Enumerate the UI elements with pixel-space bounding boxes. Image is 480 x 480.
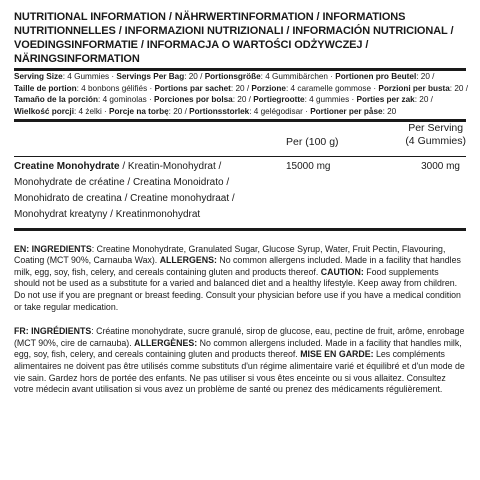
text-label-bold: EN: INGREDIENTS [14,243,92,254]
nutrient-divider [14,228,466,231]
text-label-bold: ALLERGÈNES: [134,337,198,348]
text-label-bold: FR: INGRÉDIENTS [14,326,92,337]
text-run: : 4 gummies · [304,95,357,105]
text-run: No common allergens included. Made in a facility that handles milk, egg, soy, fish, celery, and cereals containing gluten and products thereof. [14,337,462,360]
text-label-bold: Servings Per Bag [116,72,185,81]
serving-line [14,94,466,106]
text-label-bold: Wielkość porcji [14,106,74,116]
per-100g-header: Per (100 g) [286,136,339,149]
text-run: : 20 / [232,95,254,105]
text-label-bold: Taille de portion [14,83,77,93]
serving-line [14,71,466,83]
nutrient-per-serving: 3000 mg [421,161,460,173]
nutrient-name-primary: Creatine Monohydrate [14,161,120,173]
text-label-bold: Porciones por bolsa [154,95,233,105]
text-label-bold: Serving Size [14,72,63,81]
text-run: Food supplements should not be used as a substitute for a varied and balanced diet and a healthy lifestyle. Keep away from children. Do not use if you are pregnant or breast feeding. Consult your physician before use if you have a medical condition or take regular medication. [14,266,461,312]
text-label-bold: Portiegrootte [253,95,305,105]
text-run: : 20 / [414,95,433,105]
text-run: : 20 / [168,106,190,116]
text-label-bold: Portionsstorlek [189,106,250,116]
text-label-bold: MISE EN GARDE: [300,349,374,360]
text-run: : 20 / [184,72,205,81]
text-label-bold: Porcje na torbę [109,106,169,116]
column-header [14,122,466,156]
per-serving-header [405,122,466,148]
nutrient-name [14,159,269,222]
text-label-bold: Portions par sachet [154,83,231,93]
text-run: : 20 [382,106,397,116]
text-label-bold: Porzione [251,83,286,93]
text-label-bold: Portionsgröße [204,72,261,81]
nutrient-name-translations: / Kreatin-Monohydrat / Monohydrate de créatine / Creatina Monoidrato / Monohidrato de creatina / Creatine monohydraat / Monohydrat kreatyny / Kreatinmonohydrat [14,161,235,220]
nutrient-row [14,157,466,225]
text-run: : 20 / [449,83,468,93]
text-run: : 4 caramelle gommose · [285,83,379,93]
text-label-bold: Porties per zak [356,95,415,105]
nutrition-label [14,10,466,396]
per-serving-header-line1: Per Serving [408,122,464,135]
text-label-bold: Portionen pro Beutel [335,72,417,81]
per-serving-header-line2: (4 Gummies) [405,135,466,148]
text-run: Les compléments alimentaires ne doivent pas être utilisés comme substituts d'un régime alimentaire varié et équilibré et d'un mode de vie sain. Gardez hors de portée des enfants. Ne pas utiliser si vous êtes enceinte ou si vous allaitez. Consultez votre médecin avant utilisation si vous avez un problème de santé ou prenez des médicaments régulièrement. [14,349,465,395]
text-label-bold: CAUTION: [320,266,364,277]
fr-ingredients-paragraph [14,326,466,396]
text-label-bold: Tamaño de la porción [14,95,99,105]
text-run: : 20 / [230,83,252,93]
label-title: NUTRITIONAL INFORMATION / NÄHRWERTINFORMATION / INFORMATIONS NUTRITIONNELLES / INFORMAZIONI NUTRIZIONALI / INFORMACIÓN NUTRICIONAL / VOEDINGSINFORMATIE / INFORMACJA O WARTOŚCI ODŻYWCZEJ / NÄRINGSINFORMATION [14,11,454,65]
text-run: : 4 żelki · [74,106,110,116]
text-label-bold: Portioner per påse [310,106,383,116]
text-run: : 20 / [416,72,435,81]
text-run: : 4 gelégodisar · [249,106,311,116]
serving-info [14,71,466,117]
text-run: No common allergens included. Made in a facility that handles milk, egg, soy, fish, celery, and cereals containing gluten and products thereof. [14,255,461,277]
text-run: : 4 bonbons gélifiés · [76,83,155,93]
text-run: : 4 Gummibärchen · [260,72,336,81]
text-run: : Creatine Monohydrate, Granulated Sugar, Glucose Syrup, Water, Fruit Pectin, Flavouring, Coating (MCT 90%, Carnauba Wax). [14,243,446,266]
text-label-bold: ALLERGENS: [159,255,217,266]
serving-line [14,106,466,118]
serving-line [14,83,466,95]
text-label-bold: Porzioni per busta [378,83,450,93]
text-run: : 4 Gummies · [62,72,117,81]
en-ingredients-paragraph [14,244,466,314]
text-run: : Créatine monohydrate, sucre granulé, sirop de glucose, eau, pectine de fruit, arôme, enrobage (MCT 90%, cire de carnauba). [14,326,465,348]
nutrient-per-100g: 15000 mg [286,161,331,173]
text-run: : 4 gominolas · [98,95,154,105]
